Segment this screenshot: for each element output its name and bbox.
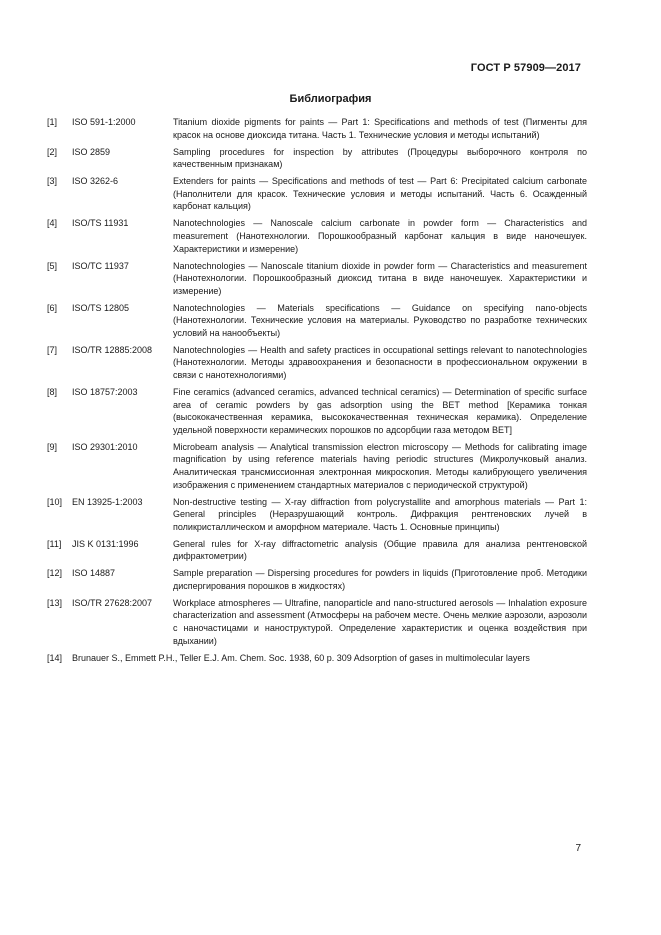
bibliography-list xyxy=(47,116,587,669)
reference-number: [14] xyxy=(47,652,63,663)
reference-text: Nanotechnologies — Nanoscale titanium dioxide in powder form — Characteristics and measurement (Нанотехнологии. Порошкообразный диоксид титана в виде наночешуек. Характеристики и измерение) xyxy=(173,260,587,296)
reference-code: EN 13925-1:2003 xyxy=(72,496,143,507)
reference-item xyxy=(47,146,587,171)
reference-number: [1] xyxy=(47,117,58,127)
reference-code: ISO/TC 11937 xyxy=(72,260,129,271)
reference-item xyxy=(47,344,587,382)
reference-text: Fine ceramics (advanced ceramics, advanced technical ceramics) — Determination of specific surface area of ceramic powders by gas adsorption using the BET method [Керамика тонкая (высококачественная керамика, высококачественная техническая керамика). Определение удельной поверхности керамических порошков по адсорбции газа методом BET] xyxy=(173,387,587,435)
reference-item xyxy=(47,116,587,141)
reference-code: ISO/TS 11931 xyxy=(72,218,129,229)
standard-designation: ГОСТ Р 57909—2017 xyxy=(470,62,581,74)
reference-text: Sampling procedures for inspection by attributes (Процедуры выборочного контроля по качественным признакам) xyxy=(173,146,587,170)
reference-code: ISO/TS 12805 xyxy=(72,302,130,313)
reference-code: ISO 18757:2003 xyxy=(72,387,138,398)
reference-number: [11] xyxy=(47,538,62,549)
reference-number: [4] xyxy=(47,218,58,229)
reference-text: Titanium dioxide pigments for paints — Part 1: Specifications and methods of test (Пигменты для красок на основе диоксида титана. Часть 1. Технические условия и методы испытаний) xyxy=(173,117,587,140)
reference-item xyxy=(47,567,587,592)
reference-code: ISO/TR 12885:2008 xyxy=(72,344,153,355)
reference-code: ISO 29301:2010 xyxy=(72,441,138,452)
reference-item xyxy=(47,597,587,647)
reference-text: Brunauer S., Emmett P.H., Teller E.J. Am. Chem. Soc. 1938, 60 p. 309 Adsorption of gases in multimolecular layers xyxy=(72,652,530,663)
reference-number: [6] xyxy=(47,302,58,313)
reference-number: [5] xyxy=(47,260,58,271)
reference-number: [9] xyxy=(47,441,58,452)
reference-code: ISO 2859 xyxy=(72,146,111,157)
reference-code: ISO 3262-6 xyxy=(72,176,119,187)
reference-text: Nanotechnologies — Health and safety practices in occupational settings relevant to nanotechnologies (Нанотехнологии. Методы здравоохранения и безопасности в профессиональном окружении в связи с нанотехнологиями) xyxy=(173,344,587,381)
reference-item xyxy=(47,217,587,255)
reference-text: Non-destructive testing — X-ray diffraction from polycrystallite and amorphous materials — Part 1: General principles (Неразрушающий контроль. Дифракция рентгеновских лучей в поликристаллическом и аморфном материале. Часть 1. Основные принципы) xyxy=(173,496,587,532)
reference-text: Nanotechnologies — Materials specifications — Guidance on specifying nano-objects (Нанотехнологии. Технические условия на материалы. Руководство по разработке технических условий на нанообъекты) xyxy=(173,302,587,338)
reference-item xyxy=(47,538,587,563)
reference-text: Extenders for paints — Specifications and methods of test — Part 6: Precipitated calcium carbonate (Наполнители для красок. Технические условия и методы испытаний. Часть 6. Осажденный карбонат кальция) xyxy=(173,176,587,212)
page-number: 7 xyxy=(575,843,581,854)
reference-text: Microbeam analysis — Analytical transmission electron microscopy — Methods for calibrating image magnification by using reference materials having periodic structures (Микролучковый анализ. Аналитическая трансмиссионная электронная микроскопия. Методы калибрующего увеличения изображения с применением стандартных материалов с периодической структурой) xyxy=(173,441,587,490)
page-title: Библиография xyxy=(289,93,372,105)
reference-text: General rules for X-ray diffractometric analysis (Общие правила для анализа рентгеновской дифрактометрии) xyxy=(173,538,587,562)
reference-code: ISO 591-1:2000 xyxy=(72,117,136,127)
reference-number: [7] xyxy=(47,344,58,355)
reference-item xyxy=(47,260,587,298)
reference-number: [13] xyxy=(47,597,63,608)
reference-number: [3] xyxy=(47,176,58,187)
reference-item xyxy=(47,386,587,436)
reference-text: Nanotechnologies — Nanoscale calcium carbonate in powder form — Characteristics and measurement (Нанотехнологии. Порошкообразный карбонат кальция в виде наночешуек. Характеристики и измерение) xyxy=(173,218,587,254)
reference-text: Sample preparation — Dispersing procedures for powders in liquids (Приготовление проб. Методики диспергирования порошков в жидкостях) xyxy=(173,568,587,591)
reference-item xyxy=(47,496,587,534)
reference-number: [12] xyxy=(47,568,63,579)
reference-code: ISO 14887 xyxy=(72,568,116,579)
reference-number: [2] xyxy=(47,146,58,157)
reference-item xyxy=(47,175,587,213)
reference-item xyxy=(47,302,587,340)
reference-text: Workplace atmospheres — Ultrafine, nanoparticle and nano-structured aerosols — Inhalation exposure characterization and assessment (Атмосферы на рабочем месте. Очень мелкие аэрозоли, аэрозоли с наночастицами и наноструктурой. Определение характеристик и оценка воздействия при вдыхании) xyxy=(173,597,587,646)
reference-code: ISO/TR 27628:2007 xyxy=(72,597,153,608)
reference-number: [10] xyxy=(47,496,63,507)
reference-number: [8] xyxy=(47,387,58,398)
reference-code: JIS K 0131:1996 xyxy=(72,538,139,549)
reference-item xyxy=(47,441,587,491)
reference-item xyxy=(47,652,587,665)
